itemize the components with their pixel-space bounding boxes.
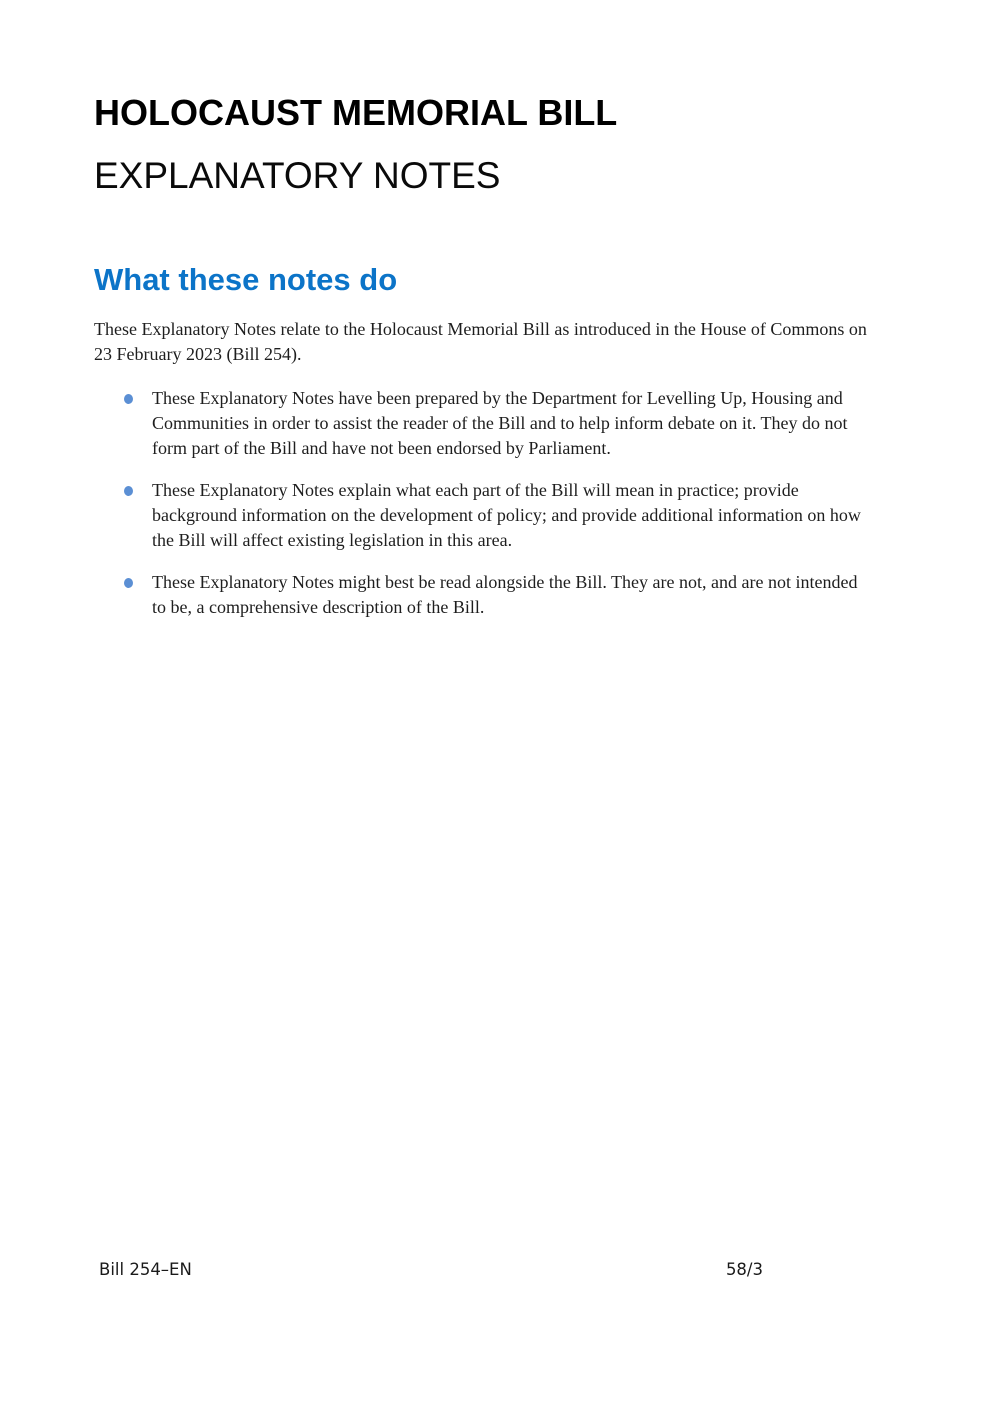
bullet-list [94,386,870,637]
list-item [94,570,870,620]
footer-bill-number: Bill 254–EN [99,1260,192,1279]
list-item [94,478,870,553]
document-subtitle: EXPLANATORY NOTES [94,155,501,196]
document-title: HOLOCAUST MEMORIAL BILL [94,92,618,133]
bullet-icon [124,394,133,404]
bullet-icon [124,578,133,588]
list-item [94,386,870,461]
section-heading: What these notes do [94,262,398,297]
intro-paragraph: These Explanatory Notes relate to the Holocaust Memorial Bill as introduced in the House of Commons on 23 February 2023 (Bill 254). [94,319,867,364]
page-footer [99,1258,763,1282]
bullet-text: These Explanatory Notes explain what each part of the Bill will mean in practice; provide background information on the development of policy; and provide additional information on how the Bill will affect existing legislation in this area. [152,480,861,550]
footer-page-reference: 58/3 [725,1260,763,1279]
bullet-text: These Explanatory Notes have been prepared by the Department for Levelling Up, Housing and Communities in order to assist the reader of the Bill and to help inform debate on it. They do not form part of the Bill and have not been endorsed by Parliament. [152,388,848,458]
bullet-text: These Explanatory Notes might best be read alongside the Bill. They are not, and are not intended to be, a comprehensive description of the Bill. [152,572,858,617]
bullet-icon [124,486,133,496]
